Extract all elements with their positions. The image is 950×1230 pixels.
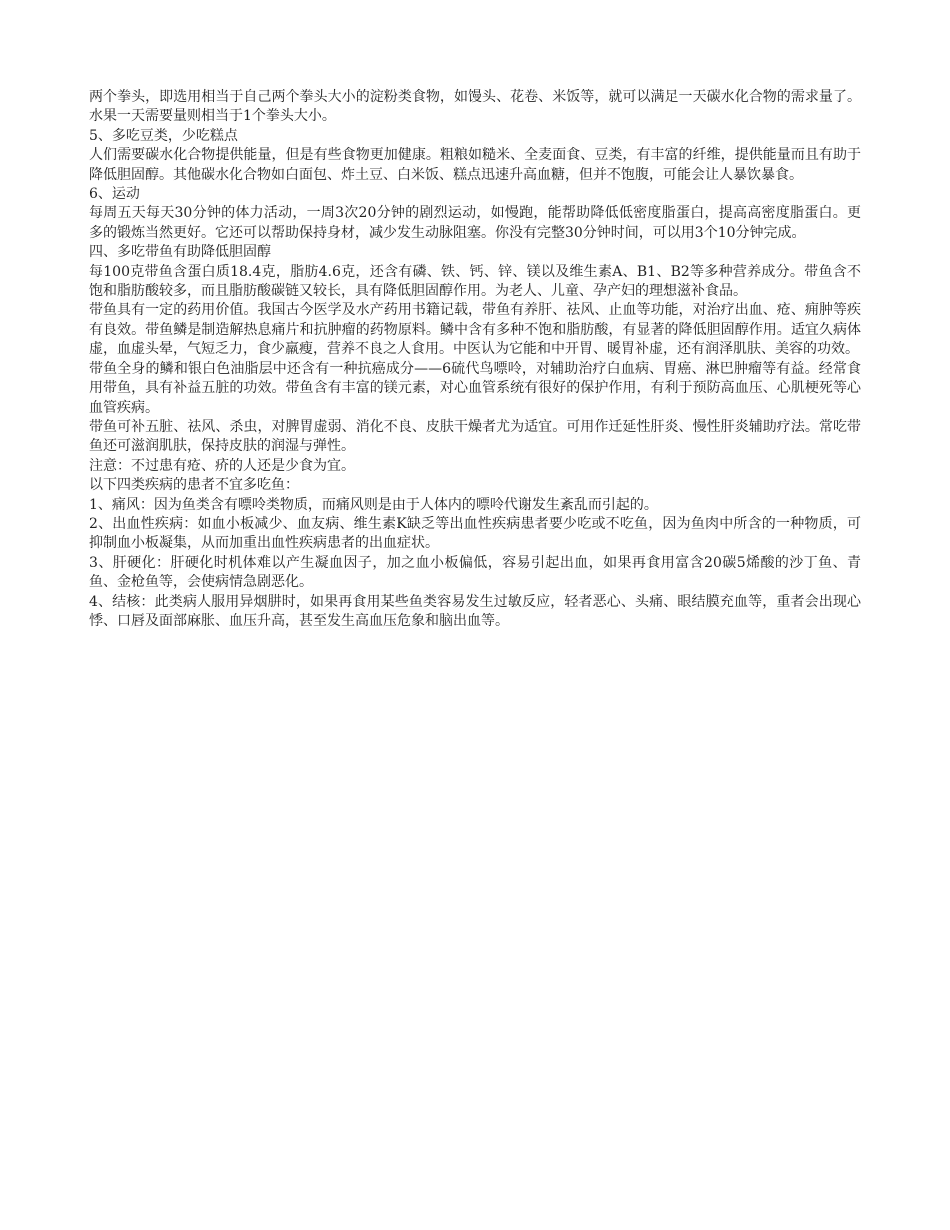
list-item-bleeding-disorders: 2、出血性疾病：如血小板减少、血友病、维生素K缺乏等出血性疾病患者要少吃或不吃鱼，因为鱼肉中所含的一种物质，可抑制血小板凝集，从而加重出血性疾病患者的出血症状。: [89, 515, 861, 552]
list-item-gout: 1、痛风：因为鱼类含有嘌呤类物质，而痛风则是由于人体内的嘌呤代谢发生紊乱而引起的。: [89, 496, 658, 513]
paragraph-exercise: 每周五天每天30分钟的体力活动，一周3次20分钟的剧烈运动，如慢跑，能帮助降低低密度脂蛋白，提高高密度脂蛋白。更多的锻炼当然更好。它还可以帮助保持身材，减少发生动脉阻塞。你没有完整30分钟时间，可以用3个10分钟完成。: [89, 205, 861, 241]
heading-beans-less-pastry: 5、多吃豆类，少吃糕点: [89, 127, 238, 144]
heading-hairtail-cholesterol: 四、多吃带鱼有助降低胆固醇: [89, 244, 271, 261]
paragraph-hairtail-nutrition: 每100克带鱼含蛋白质18.4克，脂肪4.6克，还含有磷、铁、钙、锌、镁以及维生素A、B1、B2等多种营养成分。带鱼含不饱和脂肪酸较多，而且脂肪酸碳链又较长，具有降低胆固醇作用。为老人、儿童、孕产妇的理想滋补食品。: [89, 263, 861, 300]
paragraph-hairtail-anticancer: 带鱼全身的鳞和银白色油脂层中还含有一种抗癌成分——6硫代鸟嘌呤，对辅助治疗白血病、胃癌、淋巴肿瘤等有益。经常食用带鱼，具有补益五脏的功效。带鱼含有丰富的镁元素，对心血管系统有很好的保护作用，有利于预防高血压、心肌梗死等心血管疾病。: [89, 360, 861, 416]
paragraph-hairtail-benefits: 带鱼可补五脏、祛风、杀虫，对脾胃虚弱、消化不良、皮肤干燥者尤为适宜。可用作迁延性肝炎、慢性肝炎辅助疗法。常吃带鱼还可滋润肌肤，保持皮肤的润湿与弹性。: [89, 418, 861, 455]
heading-exercise: 6、运动: [89, 186, 140, 203]
paragraph-carbohydrates: 人们需要碳水化合物提供能量，但是有些食物更加健康。粗粮如糙米、全麦面食、豆类，有丰富的纤维，提供能量而且有助于降低胆固醇。其他碳水化合物如白面包、炸土豆、白米饭、糕点迅速升高血糖，但并不饱腹，可能会让人暴饮暴食。: [89, 147, 861, 183]
paragraph-note: 注意：不过患有疮、疥的人还是少食为宜。: [89, 457, 355, 474]
paragraph-staple-food-portion: 两个拳头，即选用相当于自己两个拳头大小的淀粉类食物，如馒头、花卷、米饭等，就可以满足一天碳水化合物的需求量了。水果一天需要量则相当于1个拳头大小。: [89, 89, 861, 125]
paragraph-hairtail-medicinal: 带鱼具有一定的药用价值。我国古今医学及水产药用书籍记载，带鱼有养肝、祛风、止血等功能，对治疗出血、疮、痈肿等疾有良效。带鱼鳞是制造解热息痛片和抗肿瘤的药物原料。鳞中含有多种不饱和脂肪酸，有显著的降低胆固醇作用。适宜久病体虚，血虚头晕，气短乏力，食少羸瘦，营养不良之人食用。中医认为它能和中开胃、暖胃补虚，还有润泽肌肤、美容的功效。: [89, 302, 861, 358]
list-item-tuberculosis: 4、结核：此类病人服用异烟肼时，如果再食用某些鱼类容易发生过敏反应，轻者恶心、头痛、眼结膜充血等，重者会出现心悸、口唇及面部麻胀、血压升高，甚至发生高血压危象和脑出血等。: [89, 593, 861, 629]
heading-fish-contraindications: 以下四类疾病的患者不宜多吃鱼：: [89, 477, 299, 494]
document-body: [89, 88, 861, 631]
list-item-cirrhosis: 3、肝硬化：肝硬化时机体难以产生凝血因子，加之血小板偏低，容易引起出血，如果再食用富含20碳5烯酸的沙丁鱼、青鱼、金枪鱼等，会使病情急剧恶化。: [89, 554, 861, 591]
